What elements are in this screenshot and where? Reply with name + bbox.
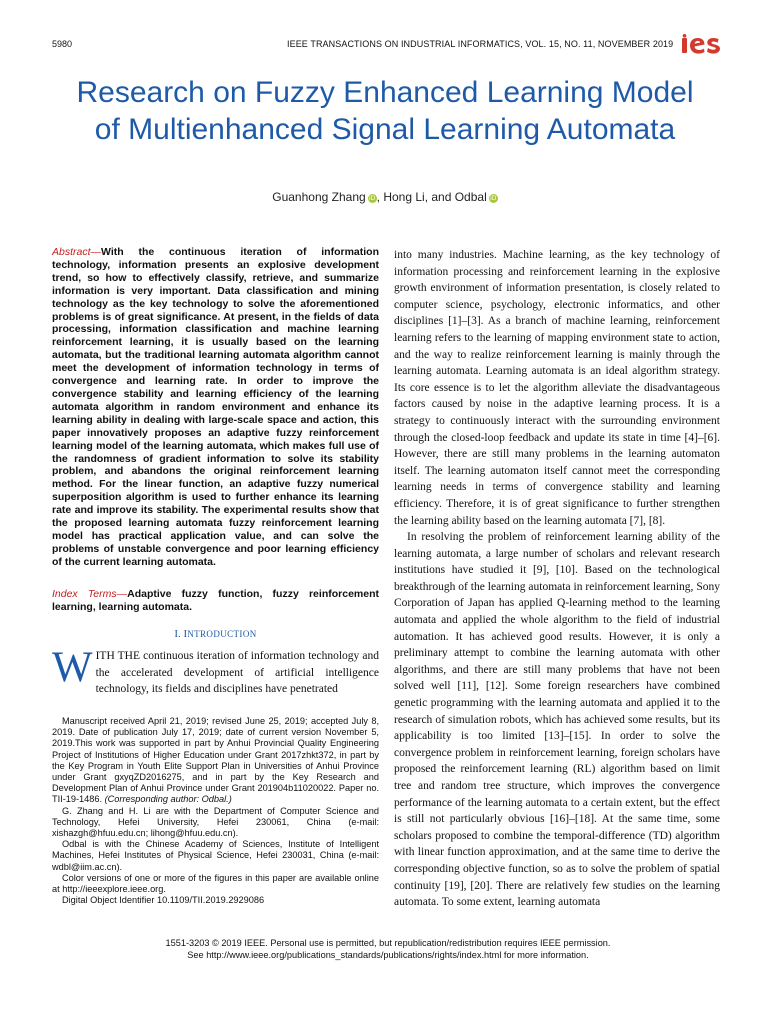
abstract-label: Abstract— (52, 246, 102, 258)
footnote-affiliation: G. Zhang and H. Li are with the Department of Computer Science and Technology, Hefei University, Hefei 230061, China (e-mail: xishazgh@hfuu.edu.cn; lihong@hfuu.edu.cn). (52, 805, 379, 839)
footnote-doi: Digital Object Identifier 10.1109/TII.2019.2929086 (62, 895, 265, 906)
rights-link[interactable]: See http://www.ieee.org/publications_standards/publications/rights/index.html for more information. (187, 949, 589, 960)
index-terms-text: Adaptive fuzzy function, fuzzy reinforcement learning, learning automata. (52, 588, 379, 613)
intro-paragraph (52, 644, 379, 698)
footnote-color-versions: Color versions of one or more of the figures in this paper are available online at http://ieeexplore.ieee.org. (52, 872, 379, 895)
section-title-rest: NTRODUCTION (187, 629, 257, 639)
section-heading (52, 628, 379, 640)
index-terms (52, 588, 379, 614)
section-number: I. (174, 628, 181, 640)
right-column-body (394, 247, 720, 911)
footnote-manuscript: Manuscript received April 21, 2019; revised June 25, 2019; accepted July 8, 2019. Date of publication July 17, 2019; date of current version November 5, 2019.This work was supported in part by Anhui Provincial Quality Engineering Project of Institutions of Higher Education under Grant 2017zhkt372, in part by the Key Program in Youth Elite Support Plan in Universities of Anhui Province under Grant gxyqZD2016275, and in part by the Key Research and Development Plan of Anhui Province under Grant 201904b11020022. Paper no. TII-19-1486. (Corresponding author: Odbal.) (52, 716, 379, 805)
orcid-icon[interactable]: iD (369, 195, 376, 202)
copyright-notice (52, 938, 724, 961)
ies-logo-icon (681, 34, 723, 56)
index-terms-label: Index Terms— (52, 588, 128, 600)
body-paragraph: In resolving the problem of reinforcement learning ability of the learning automata, a large number of scholars and relevant research institutions have studied it [9], [10]. Based on the technological breakthrough of the learning automata in reinforcement learning, Sony Corporation of Japan has applied Q-learning method to the learning automata and applied the whole algorithm to the field of industrial automation. It has achieved good results. However, it is only a preliminary attempt to combine the learning automata with other algorithms, and there are still many problems that have not been solved well [11], [12]. Some foreign researchers have combined genetic programming with the learning automata and applied it to the research of simulation robots, which has achieved some results, but its applicability is too limited [13]–[15]. In order to solve the convergence problem in reinforcement learning, foreign scholars have proposed the reinforcement learning (RL) algorithm based on limit tree and random tree structure, which improves the convergence performance of the learning automata to a certain extent, but the effect is still not particularly obvious [16]–[18]. At the same time, some scholars proposed to combine the temporal-difference (TD) algorithm with linear function approximation, and at the same time to derive the corresponding objective function, so as to solve the problem of spatial continuity [19], [20]. There are relatively few studies on the learning automata. To some extent, learning automata (394, 531, 720, 909)
intro-text: ITH THE continuous iteration of information technology and the accelerated development of artificial intelligence technology, its fields and disciplines have penetrated (95, 650, 379, 696)
orcid-icon[interactable]: iD (490, 195, 497, 202)
journal-header: IEEE TRANSACTIONS ON INDUSTRIAL INFORMATICS, VOL. 15, NO. 11, NOVEMBER 2019 (287, 39, 674, 49)
copyright-line: 1551-3203 © 2019 IEEE. Personal use is permitted, but republication/redistribution requires IEEE permission. (165, 938, 611, 948)
page-number: 5980 (52, 39, 73, 49)
paper-title: Research on Fuzzy Enhanced Learning Model of Multienhanced Signal Learning Automata (76, 76, 694, 146)
author-first: Guanhong Zhang (272, 190, 366, 204)
author-rest: , Hong Li, and Odbal (376, 190, 487, 204)
drop-cap: W (52, 644, 93, 691)
body-paragraph: into many industries. Machine learning, as the key technology of information processing and reinforcement learning in the explosive growth environment of information presentation, is closely related to computer science, psychology, electronic informatics, and other disciplines [1]–[3]. As a branch of machine learning, reinforcement learning refers to the learning of mapping environment state to action, and the way to realize reinforcement learning is mainly through the learning automata. Learning automata is an ideal algorithm strategy. Its core essence is to let the algorithm alleviate the disadvantageous factors caused by noise in the adaptive learning process. It is a strategy to continuously interact with the surrounding environment through the closed-loop feedback and update its state in time [4]–[6]. However, there are still many problems in the learning automaton itself. The learning automaton itself cannot meet the corresponding learning needs in terms of convergence stability and learning efficiency. Therefore, it is of great significance to further strengthen the learning ability based on the learning automata [7], [8]. (394, 249, 720, 527)
author-list (60, 190, 710, 204)
abstract-text: With the continuous iteration of information technology, information presents an explosive development trend, so how to effectively classify, retrieve, and summarize information is very important. Data classification and mining technology as the key technology to solve the aforementioned problems is of great significance. At present, in the fields of data processing, information classification and machine learning reinforcement learning, it is usually based on the learning automata, but the traditional learning automata algorithm cannot meet the development of information technology in terms of convergence and learning rate. In order to improve the convergence stability and learning efficiency of the learning automata algorithm in random environment and enhance its learning ability in dealing with large-scale space and action, this paper innovatively proposes an adaptive fuzzy reinforcement learning model of the learning automata, which makes full use of the randomness of gradient information to solve its stability problem, and abandons the original reinforcement learning method. For the linear function, an adaptive fuzzy numerical superposition algorithm is used to further enhance its learning rate and improve its stability. The experimental results show that the proposed learning automata fuzzy reinforcement learning model has practical application value, and can solve the problems of unstable convergence and poor learning efficiency of the current learning automata. (52, 246, 379, 568)
abstract (52, 246, 379, 569)
corresponding-author: (Corresponding author: Odbal.) (104, 794, 232, 805)
footnotes (52, 715, 379, 906)
footnote-affiliation: Odbal is with the Chinese Academy of Sciences, Institute of Intelligent Machines, Hefei Institutes of Physical Science, Hefei 230031, China (e-mail: wdbl@iim.ac.cn). (52, 839, 379, 872)
section-title-initial: I (183, 628, 188, 640)
